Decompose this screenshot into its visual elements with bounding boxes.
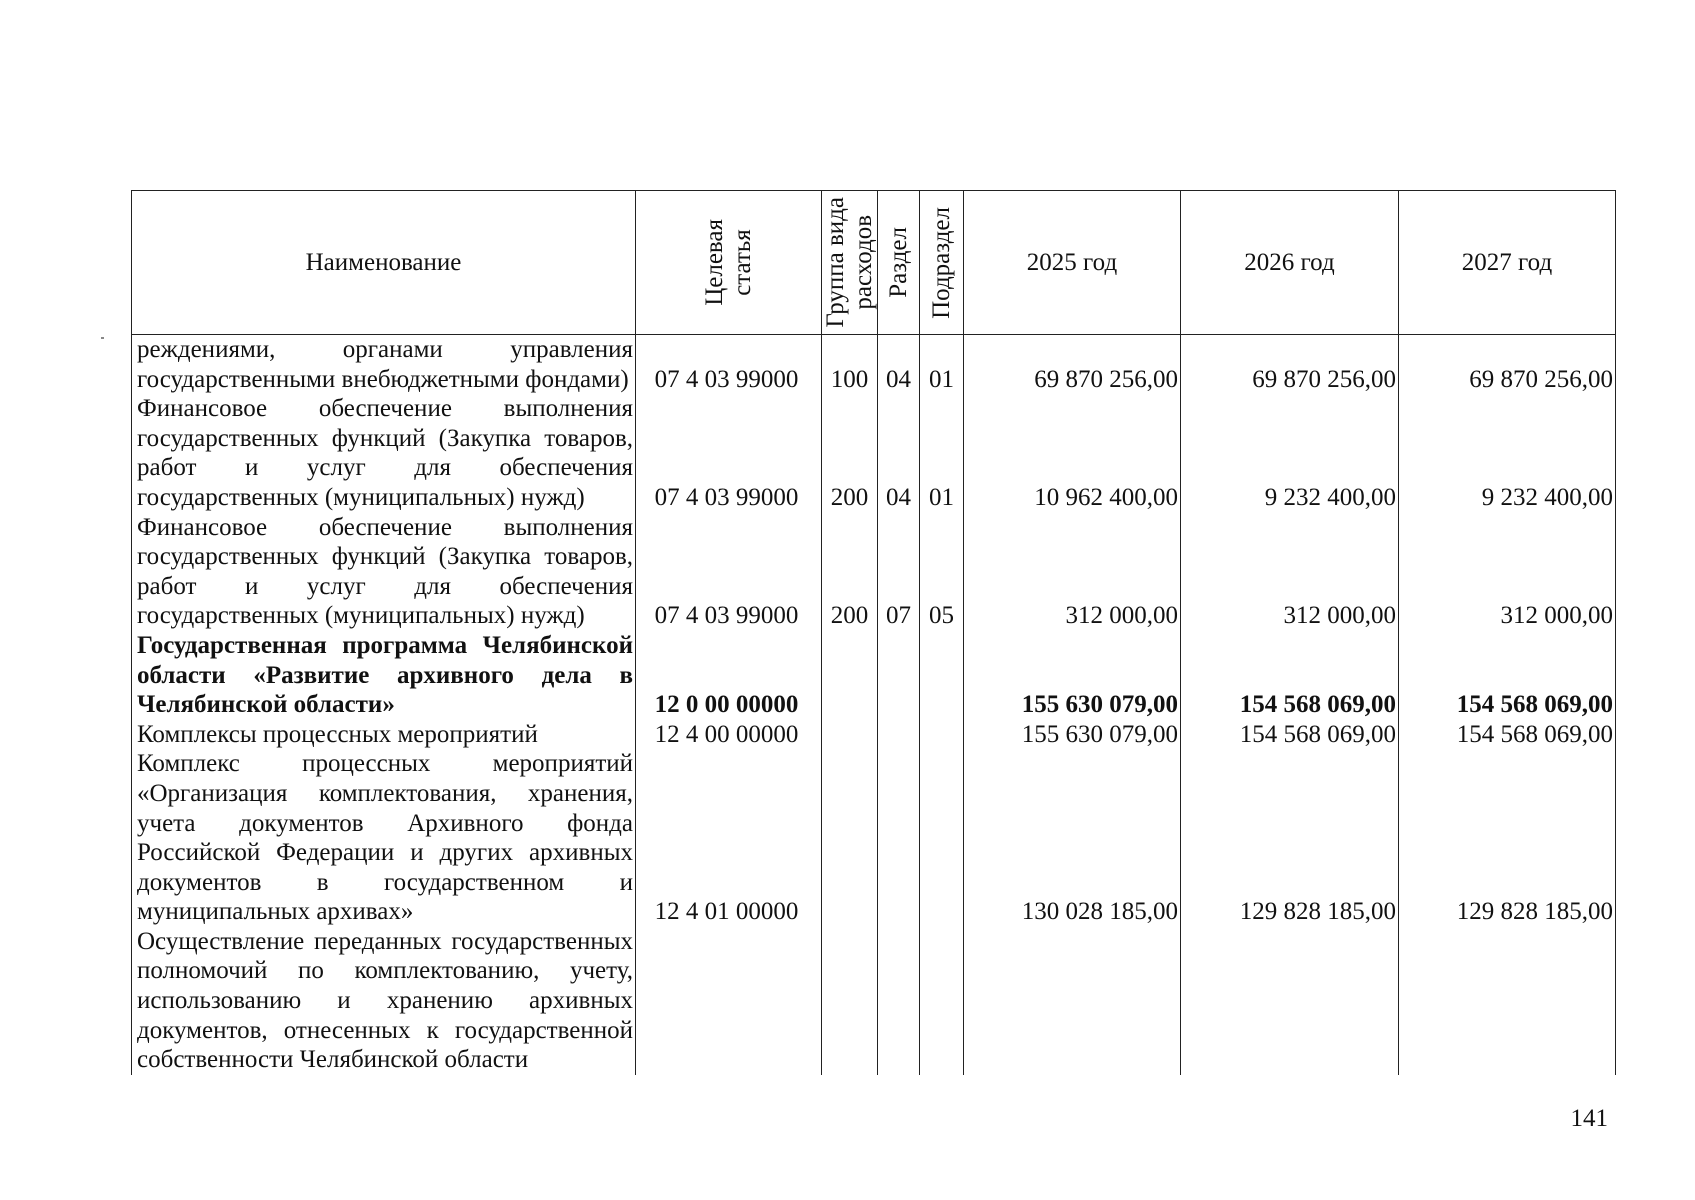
row-amount-2025: 130 028 185,00 — [964, 749, 1181, 927]
row-section — [878, 720, 920, 750]
row-expense-group — [822, 720, 878, 750]
budget-table — [131, 190, 1616, 1075]
page-number: 141 — [1570, 1105, 1608, 1132]
row-section: 07 — [878, 513, 920, 631]
row-target-article: 12 4 01 00000 — [636, 749, 822, 927]
table-row-program-total — [132, 631, 1616, 720]
row-amount-2026: 312 000,00 — [1181, 513, 1399, 631]
row-amount-2025: 312 000,00 — [964, 513, 1181, 631]
row-expense-group: 100 — [822, 335, 878, 395]
header-target-article: Целевая статья — [636, 191, 822, 335]
row-amount-2025 — [964, 927, 1181, 1075]
row-expense-group: 200 — [822, 394, 878, 512]
row-amount-2026: 129 828 185,00 — [1181, 749, 1399, 927]
row-section — [878, 749, 920, 927]
row-name: Финансовое обеспечение выполнения государственных функций (Закупка товаров, работ и услуг для обеспечения государственных (муниципальных) нужд) — [132, 394, 636, 512]
table-row — [132, 927, 1616, 1075]
row-amount-2026: 9 232 400,00 — [1181, 394, 1399, 512]
row-subsection — [920, 749, 964, 927]
scan-artifact — [101, 337, 104, 339]
row-target-article: 07 4 03 99000 — [636, 335, 822, 395]
row-amount-2027: 154 568 069,00 — [1399, 720, 1616, 750]
row-expense-group — [822, 749, 878, 927]
row-amount-2026: 154 568 069,00 — [1181, 631, 1399, 720]
row-amount-2025: 155 630 079,00 — [964, 631, 1181, 720]
header-section: Раздел — [878, 191, 920, 335]
row-amount-2025: 155 630 079,00 — [964, 720, 1181, 750]
header-name: Наименование — [132, 191, 636, 335]
row-subsection — [920, 927, 964, 1075]
row-name: Государственная программа Челябинской области «Развитие архивного дела в Челябинской области» — [132, 631, 636, 720]
header-year-2026: 2026 год — [1181, 191, 1399, 335]
row-subsection — [920, 720, 964, 750]
row-amount-2027: 9 232 400,00 — [1399, 394, 1616, 512]
row-amount-2027: 154 568 069,00 — [1399, 631, 1616, 720]
row-amount-2026 — [1181, 927, 1399, 1075]
row-target-article: 12 0 00 00000 — [636, 631, 822, 720]
row-subsection: 01 — [920, 335, 964, 395]
row-amount-2027: 69 870 256,00 — [1399, 335, 1616, 395]
row-name: Осуществление переданных государственных полномочий по комплектованию, учету, использованию и хранению архивных документов, отнесенных к государственной собственности Челябинской области — [132, 927, 636, 1075]
row-amount-2026: 154 568 069,00 — [1181, 720, 1399, 750]
header-year-2027: 2027 год — [1399, 191, 1616, 335]
row-name: Комплекс процессных мероприятий «Организация комплектования, хранения, учета документов Архивного фонда Российской Федерации и других архивных документов в государственном и муниципальных архивах» — [132, 749, 636, 927]
row-expense-group — [822, 927, 878, 1075]
row-target-article: 07 4 03 99000 — [636, 513, 822, 631]
header-subsection: Подраздел — [920, 191, 964, 335]
row-name: Финансовое обеспечение выполнения государственных функций (Закупка товаров, работ и услуг для обеспечения государственных (муниципальных) нужд) — [132, 513, 636, 631]
table-row — [132, 335, 1616, 395]
table-row — [132, 720, 1616, 750]
row-amount-2025: 10 962 400,00 — [964, 394, 1181, 512]
header-expense-group: Группа вида расходов — [822, 191, 878, 335]
row-target-article: 12 4 00 00000 — [636, 720, 822, 750]
row-section — [878, 631, 920, 720]
table-row — [132, 749, 1616, 927]
table-header-row — [132, 191, 1616, 335]
table-row — [132, 513, 1616, 631]
row-section: 04 — [878, 335, 920, 395]
row-section: 04 — [878, 394, 920, 512]
row-amount-2027: 129 828 185,00 — [1399, 749, 1616, 927]
row-amount-2025: 69 870 256,00 — [964, 335, 1181, 395]
row-subsection — [920, 631, 964, 720]
row-subsection: 05 — [920, 513, 964, 631]
row-target-article: 07 4 03 99000 — [636, 394, 822, 512]
row-name: реждениями, органами управления государственными внебюджетными фондами) — [132, 335, 636, 395]
row-amount-2027 — [1399, 927, 1616, 1075]
row-amount-2027: 312 000,00 — [1399, 513, 1616, 631]
row-name: Комплексы процессных мероприятий — [132, 720, 636, 750]
row-target-article — [636, 927, 822, 1075]
row-section — [878, 927, 920, 1075]
header-year-2025: 2025 год — [964, 191, 1181, 335]
table-row — [132, 394, 1616, 512]
row-amount-2026: 69 870 256,00 — [1181, 335, 1399, 395]
row-expense-group — [822, 631, 878, 720]
row-subsection: 01 — [920, 394, 964, 512]
row-expense-group: 200 — [822, 513, 878, 631]
